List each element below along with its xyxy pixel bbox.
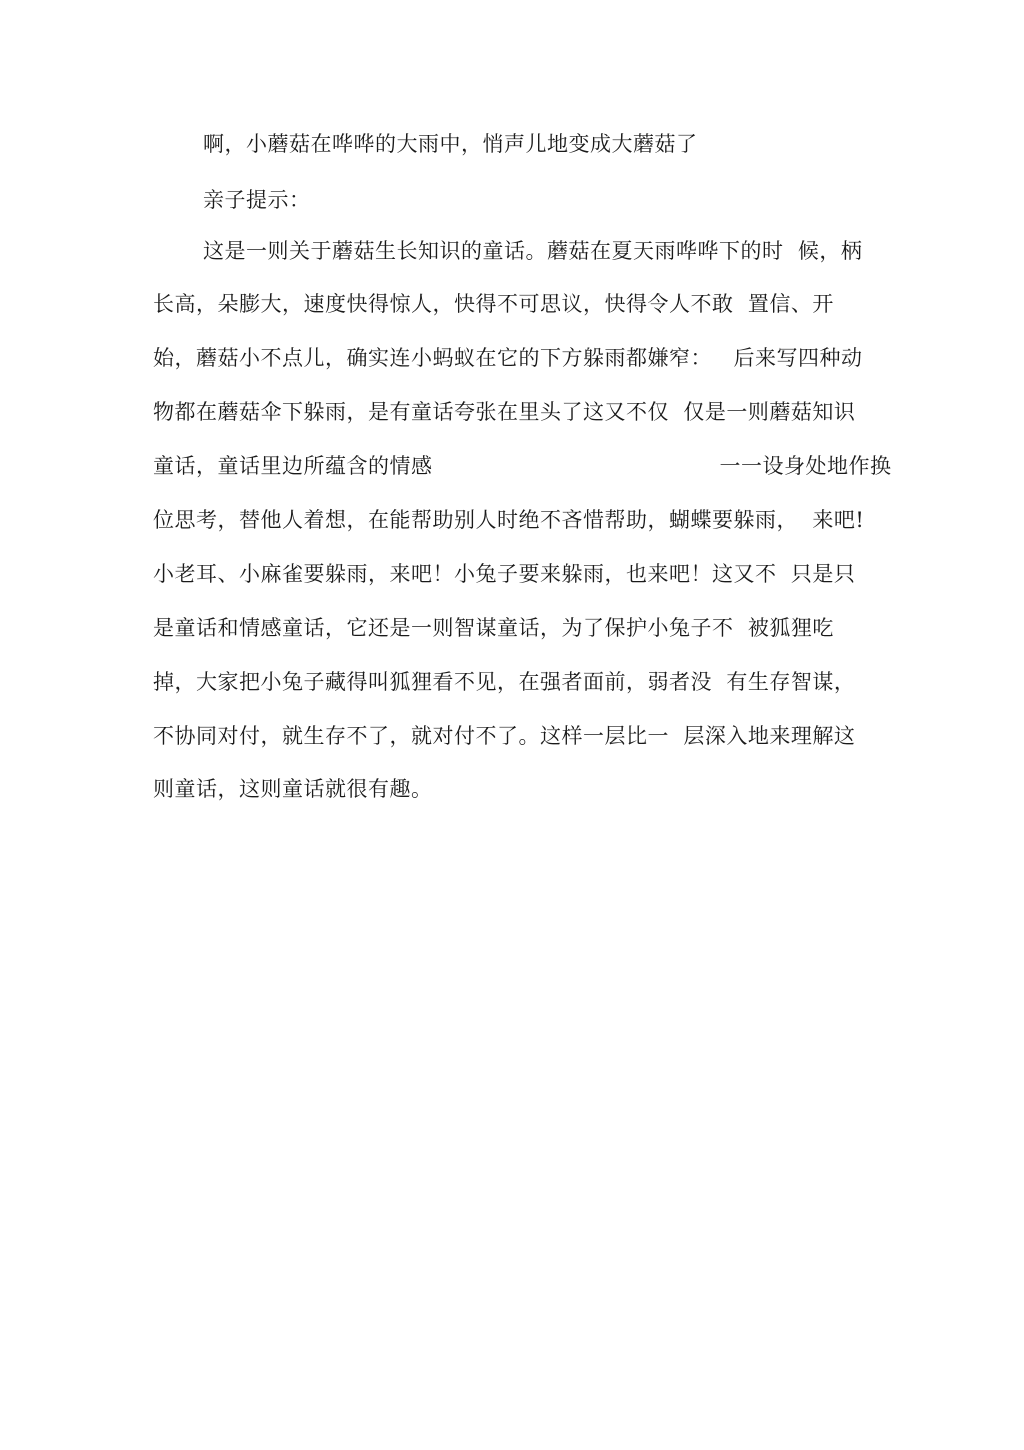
hint-heading: 亲子提示： bbox=[203, 188, 311, 212]
body-line: 掉，大家把小兔子藏得叫狐狸看不见，在强者面前，弱者没 有生存智谋， bbox=[153, 670, 856, 694]
body-line: 这是一则关于蘑菇生长知识的童话。蘑菇在夏天雨哗哗下的时 候，柄 bbox=[203, 239, 863, 263]
body-line: 长高，朵膨大，速度快得惊人，快得不可思议，快得令人不敢 置信、开 bbox=[153, 292, 834, 316]
body-line: 童话，童话里边所蕴含的情感 一一设身处地作换 bbox=[153, 454, 892, 478]
body-line: 是童话和情感童话，它还是一则智谋童话，为了保护小兔子不 被狐狸吃 bbox=[153, 616, 834, 640]
body-line: 始，蘑菇小不点儿，确实连小蚂蚁在它的下方躲雨都嫌窄： 后来写四种动 bbox=[153, 346, 863, 370]
body-line: 位思考，替他人着想，在能帮助别人时绝不吝惜帮助，蝴蝶要躲雨， 来吧! bbox=[153, 508, 865, 532]
body-line: 物都在蘑菇伞下躲雨，是有童话夸张在里头了这又不仅 仅是一则蘑菇知识 bbox=[153, 400, 856, 424]
body-line: 不协同对付，就生存不了，就对付不了。这样一层比一 层深入地来理解这 bbox=[153, 724, 856, 748]
body-line: 小老耳、小麻雀要躲雨，来吧！小兔子要来躲雨，也来吧！这又不 只是只 bbox=[153, 562, 856, 586]
body-line: 则童话，这则童话就很有趣。 bbox=[153, 777, 433, 801]
opening-line: 啊，小蘑菇在哗哗的大雨中，悄声儿地变成大蘑菇了 bbox=[203, 132, 698, 156]
